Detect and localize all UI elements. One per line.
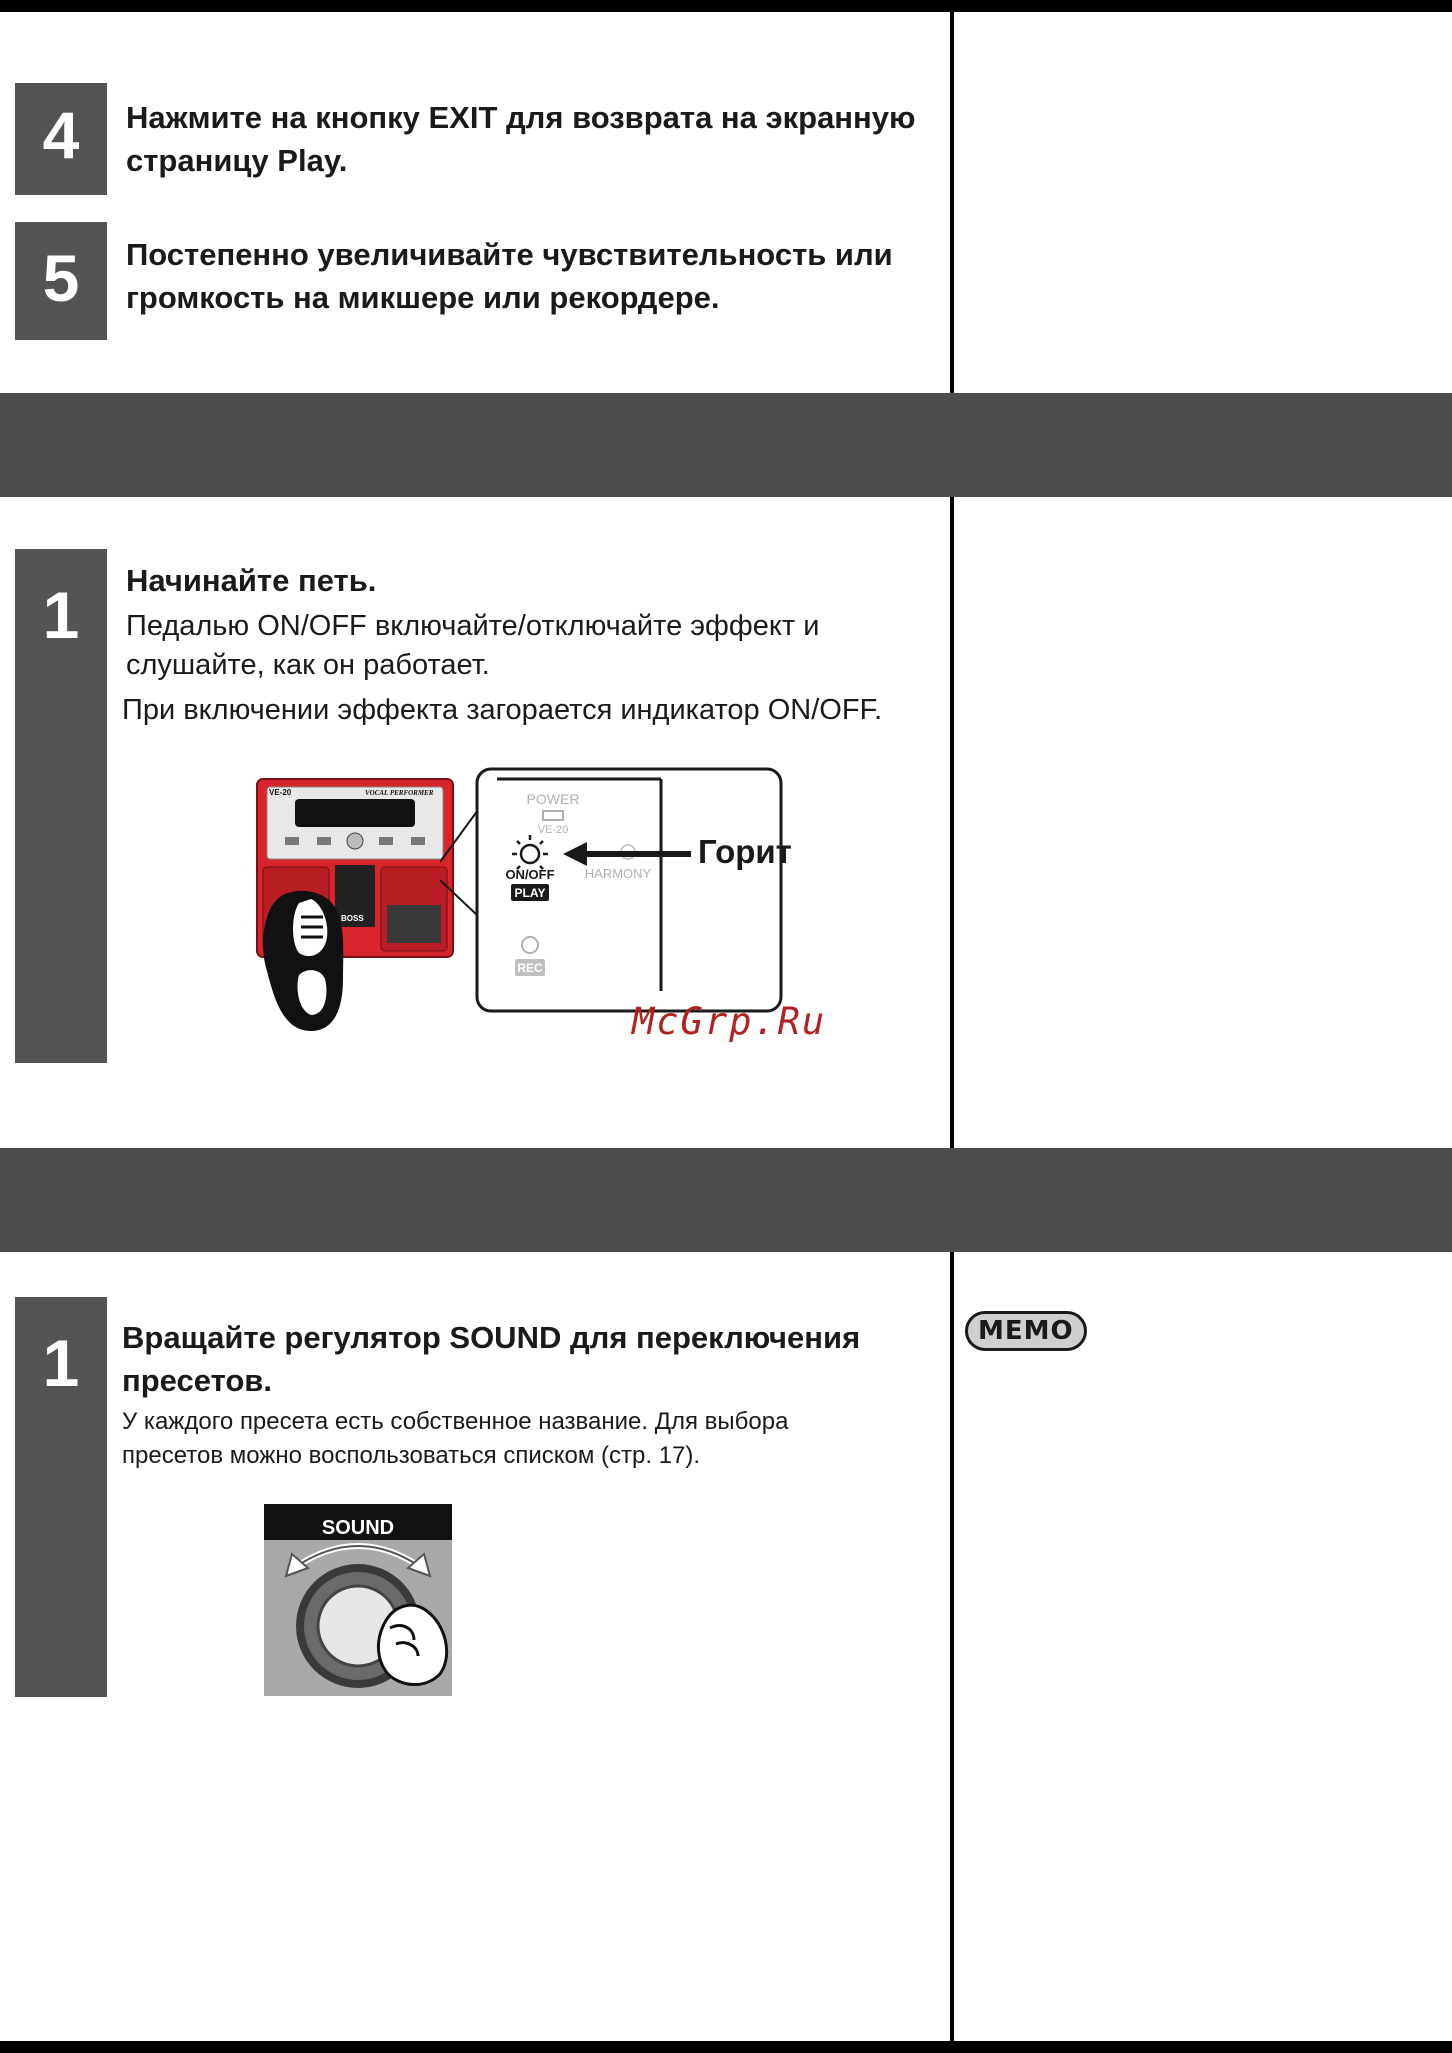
bottom-rule	[0, 2041, 1452, 2053]
step-instruction: Постепенно увеличивайте чувствительность или громкость на микшере или рекордере.	[126, 237, 893, 315]
device-brand: BOSS	[341, 914, 364, 923]
column-divider	[950, 497, 954, 1148]
watermark: McGrp.Ru	[632, 1000, 827, 1043]
arrow-left-icon	[561, 840, 695, 868]
step-title: Вращайте регулятор SOUND для переключения пресетов.	[122, 1320, 861, 1398]
rec-label: REC	[517, 961, 543, 975]
callout-lines	[440, 770, 480, 970]
onoff-label: ON/OFF	[505, 867, 555, 882]
step-title: Начинайте петь.	[126, 563, 377, 598]
device-series: VOCAL PERFORMER	[365, 789, 434, 797]
sound-knob-illustration	[264, 1504, 476, 1696]
step-number-box	[15, 1297, 107, 1697]
play-label: PLAY	[514, 886, 546, 900]
ve20-label: VE-20	[537, 824, 569, 836]
step-number-box	[15, 83, 107, 195]
step-body: Педалью ON/OFF включайте/отключайте эффект и слушайте, как он работает.	[126, 610, 820, 681]
step-number: 1	[42, 1326, 80, 1400]
sound-label: SOUND	[321, 1517, 395, 1539]
top-rule	[0, 0, 1452, 12]
step-note: При включении эффекта загорается индикатор ON/OFF.	[122, 694, 883, 726]
step-number-box	[15, 549, 107, 1063]
memo-badge: MEMO	[965, 1311, 1087, 1351]
device-model: VE-20	[269, 788, 292, 797]
column-divider	[950, 12, 954, 393]
step-number-box	[15, 222, 107, 340]
harmony-label: HARMONY	[584, 866, 652, 881]
step-number: 1	[42, 578, 80, 652]
step-number: 4	[42, 98, 80, 172]
step-body: У каждого пресета есть собственное название. Для выбора пресетов можно воспользоваться списком (стр. 17).	[122, 1408, 789, 1469]
section-header-band	[0, 393, 1452, 497]
step-instruction: Нажмите на кнопку EXIT для возврата на экранную страницу Play.	[126, 100, 916, 178]
lit-label: Горит	[698, 833, 792, 870]
indicator-callout	[475, 767, 787, 1015]
column-divider	[950, 1252, 954, 2041]
power-label: POWER	[526, 791, 580, 807]
section-header-band	[0, 1148, 1452, 1252]
step-number: 5	[42, 241, 80, 315]
pedal-illustration	[255, 775, 455, 1037]
